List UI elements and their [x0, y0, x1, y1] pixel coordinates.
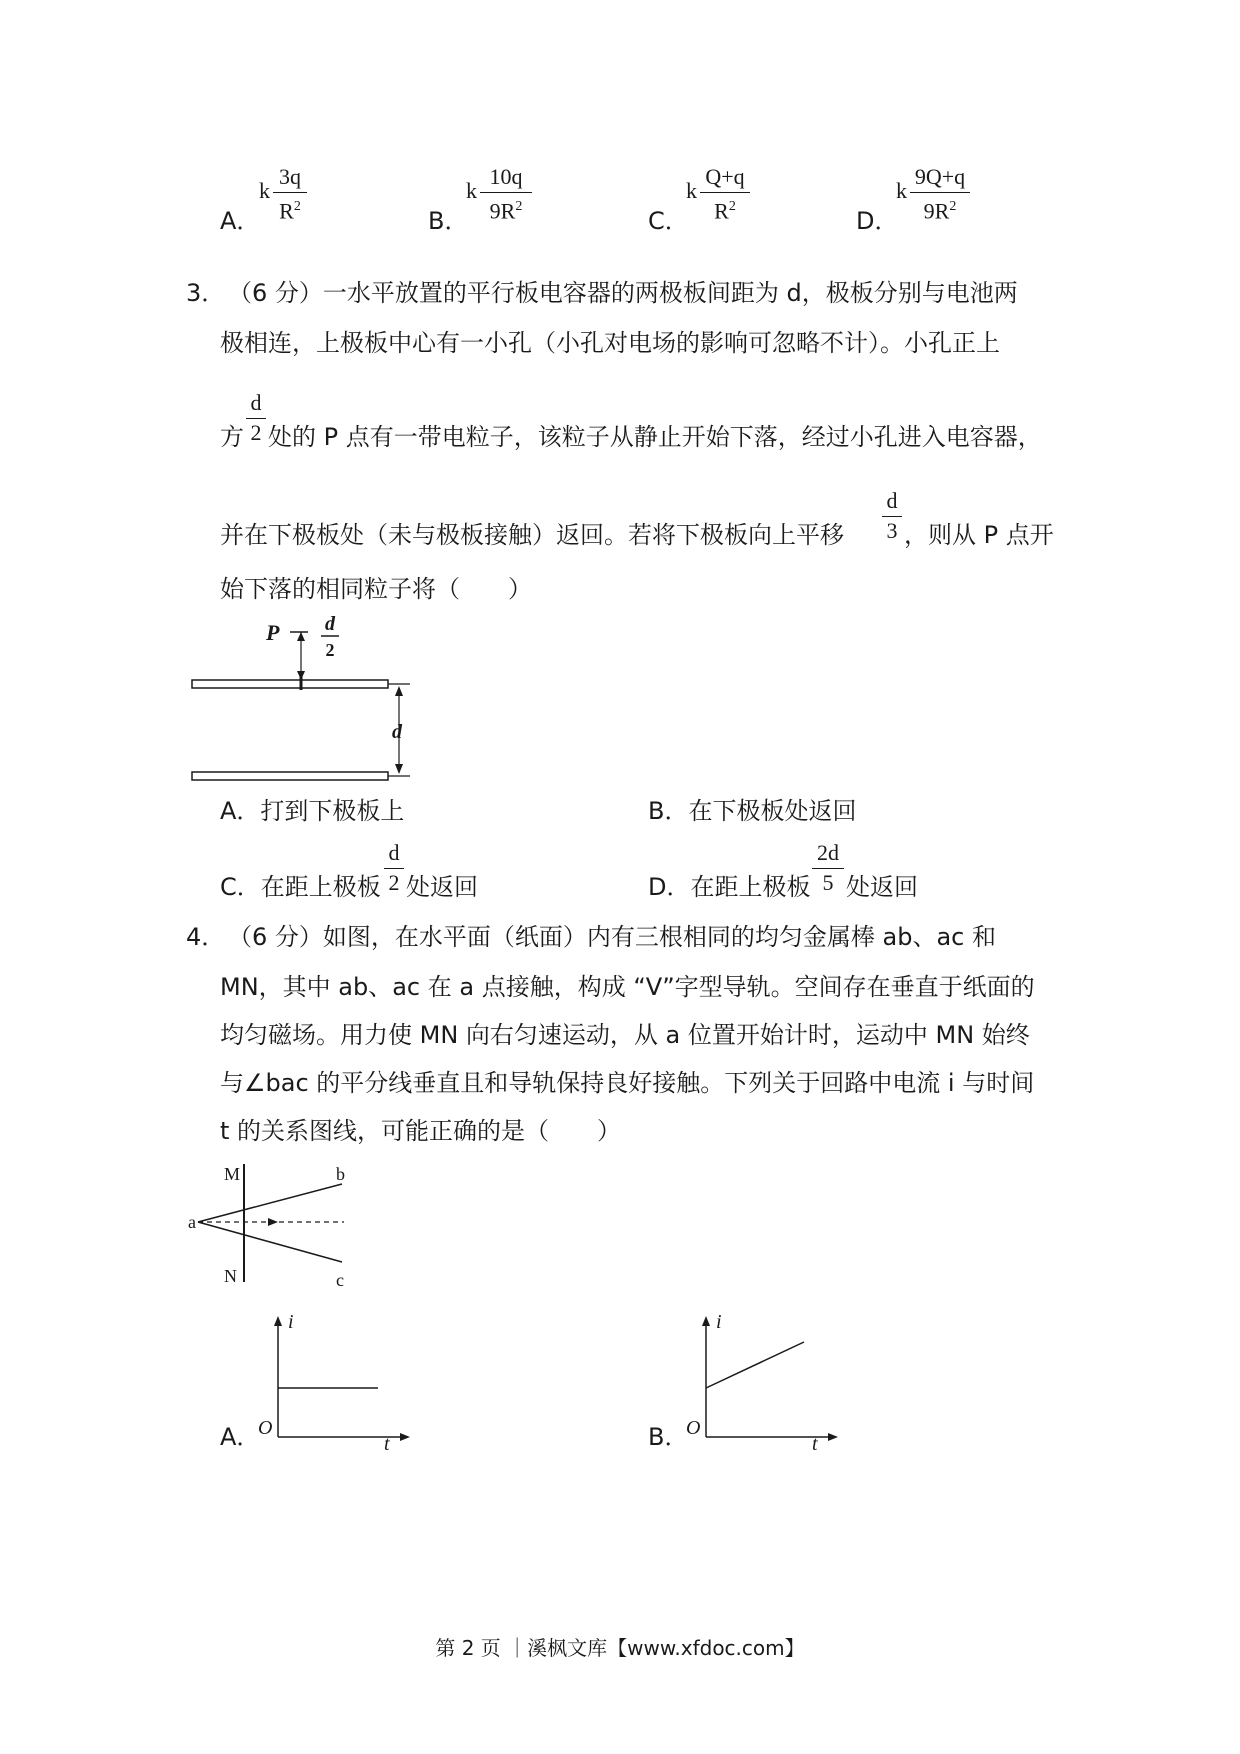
q2-option-d-formula: k 9Q+q $9R^2$: [898, 166, 970, 226]
q3-line-5: 始下落的相同粒子将（ ）: [220, 575, 532, 603]
q2-option-c-formula: k Q+q $R^2$: [688, 166, 750, 226]
q3-line-3-pre: 方: [220, 423, 244, 451]
q3-line-2: 极相连，上极板中心有一小孔（小孔对电场的影响可忽略不计）。小孔正上: [220, 329, 1000, 357]
q4-line-4: 与∠bac 的平分线垂直且和导轨保持良好接触。下列关于回路中电流 i 与时间: [220, 1069, 1035, 1097]
q3-fraction-d-over-2: d 2: [246, 392, 266, 448]
q4-line-3: 均匀磁场。用力使 MN 向右匀速运动，从 a 位置开始计时，运动中 MN 始终: [220, 1021, 1030, 1049]
q2-option-a-letter: A．: [220, 207, 261, 235]
q2-option-b-formula: k 10q $9R^2$: [468, 166, 532, 226]
q4-v-rail-figure: [188, 1160, 358, 1290]
q4-number: 4．: [186, 923, 226, 951]
q3-capacitor-figure: [180, 610, 420, 790]
q4-option-a-graph: [258, 1311, 418, 1455]
q3-option-d-fraction: 2d 5: [812, 842, 844, 898]
q4-option-b-origin: O: [686, 1417, 701, 1439]
q2-option-b-letter: B．: [428, 207, 469, 235]
q3-fig-gap-label: d: [392, 721, 402, 743]
q3-option-d-post: 处返回: [846, 873, 918, 901]
q4-option-a-letter: A．: [220, 1423, 261, 1451]
q2-option-a-formula: k 3q $R^2$: [261, 166, 307, 226]
q4-fig-b-label: b: [336, 1164, 345, 1184]
q2-option-d-letter: D．: [856, 207, 899, 235]
q3-fig-top-den: 2: [325, 640, 335, 660]
q2-option-c-letter: C．: [648, 207, 689, 235]
q4-option-b-y-label: i: [716, 1311, 722, 1333]
q3-option-c-fraction: d 2: [384, 842, 404, 898]
q3-line-4-pre: 并在下极板处（未与极板接触）返回。若将下极板向上平移: [220, 521, 844, 549]
q4-fig-m-label: M: [224, 1164, 241, 1184]
q3-upper-plate: [192, 680, 388, 688]
q3-line-4-post: ，则从 P 点开: [904, 521, 1054, 549]
page-footer: 第 2 页 ｜溪枫文库【www.xfdoc.com】: [435, 1636, 805, 1660]
q4-option-b-graph: [686, 1311, 846, 1455]
q3-fig-top-num: d: [325, 613, 335, 635]
q4-option-b-x-label: t: [812, 1433, 818, 1455]
q4-option-b-letter: B．: [648, 1423, 689, 1451]
q4-rod-ab: [198, 1184, 342, 1222]
q4-option-a-y-label: i: [288, 1311, 294, 1333]
q3-fig-p-label: P: [266, 620, 280, 645]
q3-option-a: A．打到下极板上: [220, 797, 405, 825]
q4-line-5: t 的关系图线，可能正确的是（ ）: [220, 1117, 622, 1145]
q4-option-a-x-label: t: [384, 1433, 390, 1455]
q3-number: 3．: [186, 279, 226, 307]
q3-line-3-post: 处的 P 点有一带电粒子，该粒子从静止开始下落，经过小孔进入电容器，: [268, 423, 1042, 451]
q4-fig-n-label: N: [224, 1266, 237, 1286]
q3-lower-plate: [192, 772, 388, 780]
q4-option-a-origin: O: [258, 1417, 273, 1439]
q3-fraction-d-over-3: d 3: [882, 490, 902, 546]
q4-line-2: MN，其中 ab、ac 在 a 点接触，构成 “V”字型导轨。空间存在垂直于纸面的: [220, 973, 1035, 1001]
q4-line-1: （6 分）如图，在水平面（纸面）内有三根相同的均匀金属棒 ab、ac 和: [228, 923, 996, 951]
q3-option-c-pre: C．在距上极板: [220, 873, 381, 901]
q3-option-d-pre: D．在距上极板: [648, 873, 811, 901]
q4-option-b-curve: [706, 1342, 804, 1388]
q4-fig-c-label: c: [336, 1270, 344, 1290]
q4-rod-ac: [198, 1222, 342, 1262]
q3-option-b: B．在下极板处返回: [648, 797, 857, 825]
q4-fig-a-label: a: [188, 1212, 196, 1232]
q3-line-1: （6 分）一水平放置的平行板电容器的两极板间距为 d，极板分别与电池两: [228, 279, 1018, 307]
q3-option-c-post: 处返回: [406, 873, 478, 901]
